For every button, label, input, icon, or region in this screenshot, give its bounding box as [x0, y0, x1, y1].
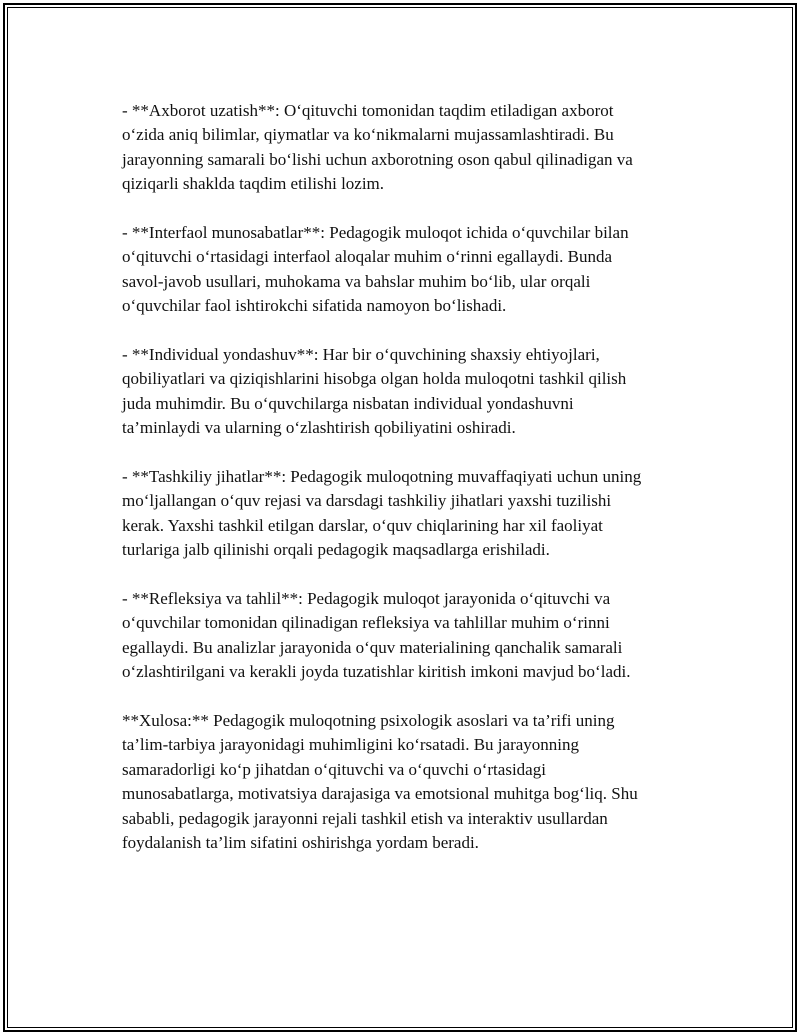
text-line: samaradorligi ko‘p jihatdan o‘qituvchi va o‘quvchi o‘rtasidagi: [122, 759, 546, 779]
document-body: [122, 99, 702, 880]
text-line: o‘quvchilar tomonidan qilinadigan refleksiya va tahlillar muhim o‘rinni: [122, 613, 610, 633]
paragraph-axborot-uzatish: [122, 99, 702, 197]
text-line: - **Axborot uzatish**: O‘qituvchi tomonidan taqdim etiladigan axborot: [122, 101, 614, 120]
text-line: o‘zida aniq bilimlar, qiymatlar va ko‘nikmalarni mujassamlashtiradi. Bu: [122, 125, 614, 145]
text-line: jarayonning samarali bo‘lishi uchun axborotning oson qabul qilinadigan va: [122, 149, 633, 169]
paragraph-individual-yondashuv: [122, 343, 702, 441]
text-line: munosabatlarga, motivatsiya darajasiga va emotsional muhitga bog‘liq. Shu: [122, 784, 638, 804]
paragraph-refleksiya-va-tahlil: [122, 587, 702, 685]
text-line: - **Individual yondashuv**: Har bir o‘quvchining shaxsiy ehtiyojlari,: [122, 345, 600, 365]
text-line: o‘qituvchi o‘rtasidagi interfaol aloqalar muhim o‘rinni egallaydi. Bunda: [122, 247, 613, 267]
text-line: o‘quvchilar faol ishtirokchi sifatida namoyon bo‘lishadi.: [122, 296, 507, 316]
text-line: foydalanish ta’lim sifatini oshirishga yordam beradi.: [122, 833, 479, 853]
text-line: qobiliyatlari va qiziqishlarini hisobga olgan holda muloqotni tashkil qilish: [122, 369, 627, 389]
text-line: kerak. Yaxshi tashkil etilgan darslar, o‘quv chiqlarining har xil faoliyat: [122, 515, 603, 535]
paragraph-xulosa: [122, 709, 702, 855]
text-line: qiziqarli shaklda taqdim etilishi lozim.: [122, 174, 385, 194]
text-line: **Xulosa:** Pedagogik muloqotning psixologik asoslari va ta’rifi uning: [122, 711, 615, 731]
text-line: sababli, pedagogik jarayonni rejali tashkil etish va interaktiv usullardan: [122, 808, 608, 828]
text-line: egallaydi. Bu analizlar jarayonida o‘quv materialining qanchalik samarali: [122, 637, 623, 657]
page-border: [3, 3, 797, 1032]
text-line: mo‘ljallangan o‘quv rejasi va darsdagi tashkiliy jihatlari yaxshi tuzilishi: [122, 491, 612, 511]
text-line: turlariga jalb qilinishi orqali pedagogik maqsadlarga erishiladi.: [122, 540, 550, 560]
text-line: o‘zlashtirilgani va kerakli joyda tuzatishlar kiritish imkoni mavjud bo‘ladi.: [122, 662, 631, 682]
text-line: - **Interfaol munosabatlar**: Pedagogik muloqot ichida o‘quvchilar bilan: [122, 223, 629, 243]
text-line: ta’minlaydi va ularning o‘zlashtirish qobiliyatini oshiradi.: [122, 418, 516, 438]
text-line: - **Tashkiliy jihatlar**: Pedagogik muloqotning muvaffaqiyati uchun uning: [122, 467, 642, 487]
text-line: - **Refleksiya va tahlil**: Pedagogik muloqot jarayonida o‘qituvchi va: [122, 589, 611, 609]
paragraph-tashkiliy-jihatlar: [122, 465, 702, 563]
text-line: ta’lim-tarbiya jarayonidagi muhimligini ko‘rsatadi. Bu jarayonning: [122, 735, 579, 755]
text-line: savol-javob usullari, muhokama va bahslar muhim bo‘lib, ular orqali: [122, 271, 591, 291]
text-line: juda muhimdir. Bu o‘quvchilarga nisbatan individual yondashuvni: [122, 393, 574, 413]
paragraph-interfaol-munosabatlar: [122, 221, 702, 319]
